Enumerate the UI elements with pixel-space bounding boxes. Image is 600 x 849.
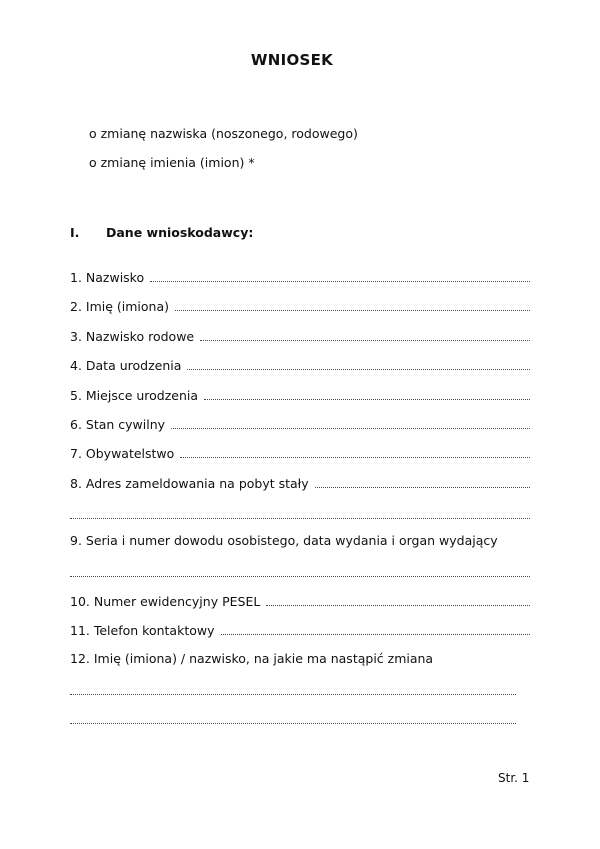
field-new-name-fill-line-2[interactable]: [70, 710, 516, 724]
field-fill-line[interactable]: [175, 297, 530, 311]
field-label: 8. Adres zameldowania na pobyt stały: [70, 476, 309, 491]
field-marital-status[interactable]: [70, 415, 530, 433]
option-surname-change: o zmianę nazwiska (noszonego, rodowego): [89, 126, 358, 141]
field-surname[interactable]: [70, 268, 530, 286]
field-registered-address[interactable]: [70, 474, 530, 492]
field-id-card-fill-line[interactable]: [70, 563, 530, 577]
field-label: 9. Seria i numer dowodu osobistego, data wydania i organ wydający: [70, 533, 498, 548]
field-fill-line[interactable]: [171, 415, 530, 429]
field-fill-line[interactable]: [221, 621, 531, 635]
field-label: 3. Nazwisko rodowe: [70, 329, 195, 344]
field-label: 4. Data urodzenia: [70, 358, 182, 373]
field-label: 5. Miejsce urodzenia: [70, 388, 199, 403]
field-new-name: [70, 651, 530, 669]
field-fill-line[interactable]: [200, 327, 530, 341]
field-label: 1. Nazwisko: [70, 270, 145, 285]
field-birth-place[interactable]: [70, 386, 530, 404]
field-label: 7. Obywatelstwo: [70, 446, 175, 461]
field-label: 12. Imię (imiona) / nazwisko, na jakie ma nastąpić zmiana: [70, 651, 434, 666]
field-registered-address-continuation-line[interactable]: [70, 505, 530, 519]
field-citizenship[interactable]: [70, 444, 530, 462]
field-label: 11. Telefon kontaktowy: [70, 623, 215, 638]
field-birth-date[interactable]: [70, 356, 530, 374]
field-fill-line[interactable]: [187, 356, 530, 370]
field-id-card: [70, 533, 530, 551]
field-new-name-fill-line-1[interactable]: [70, 681, 516, 695]
field-phone[interactable]: [70, 621, 530, 639]
field-fill-line[interactable]: [180, 444, 530, 458]
field-fill-line[interactable]: [204, 386, 530, 400]
option-first-name-change: o zmianę imienia (imion) *: [89, 155, 255, 170]
field-family-name[interactable]: [70, 327, 530, 345]
field-fill-line[interactable]: [315, 474, 530, 488]
section-title: Dane wnioskodawcy:: [106, 225, 254, 240]
field-fill-line[interactable]: [266, 592, 530, 606]
field-label: 6. Stan cywilny: [70, 417, 166, 432]
field-label: 2. Imię (imiona): [70, 299, 170, 314]
section-heading-applicant-data: [70, 225, 253, 240]
section-number: I.: [70, 225, 80, 240]
field-first-names[interactable]: [70, 297, 530, 315]
document-title: WNIOSEK: [250, 51, 334, 69]
field-label: 10. Numer ewidencyjny PESEL: [70, 594, 261, 609]
field-fill-line[interactable]: [150, 268, 530, 282]
field-pesel[interactable]: [70, 592, 530, 610]
page-number: Str. 1: [498, 771, 530, 785]
